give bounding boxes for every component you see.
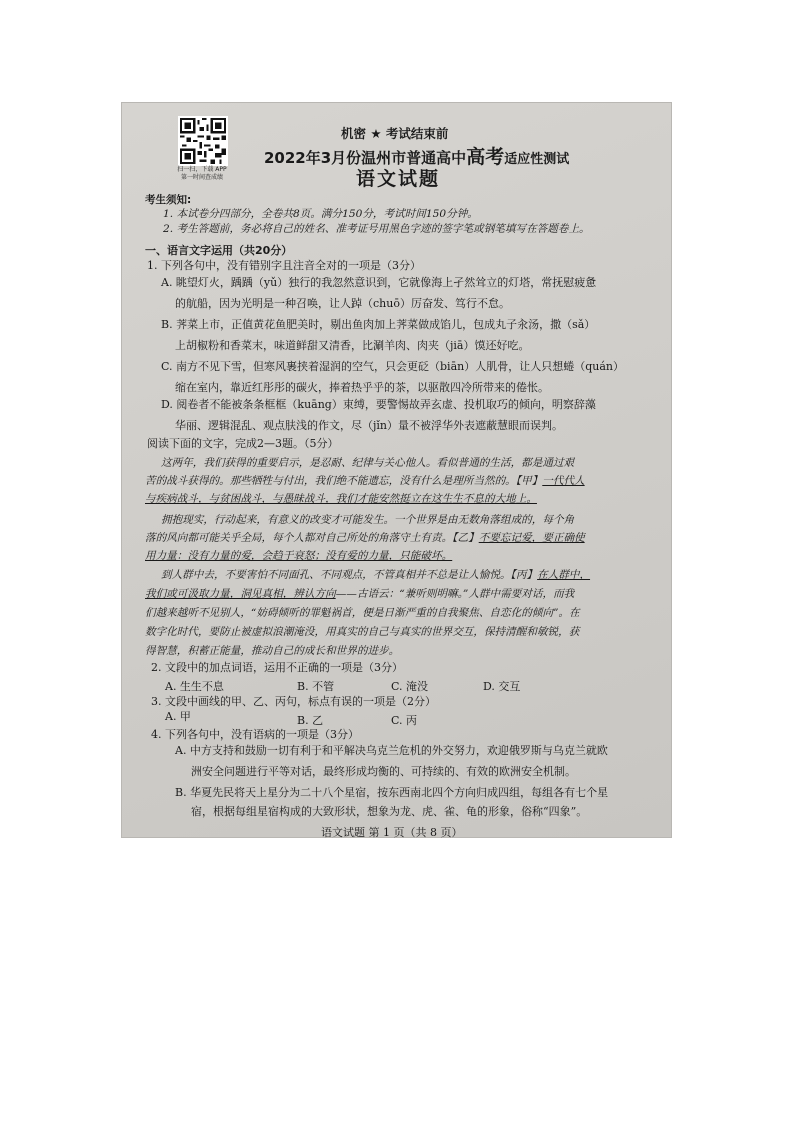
underlined-sentence-yi-cont: 用力量：没有力量的爱，会趋于衰怒；没有爱的力量，只能破坏。 <box>145 550 453 562</box>
passage-line: 这两年，我们获得的重要启示，是忍耐、纪律与关心他人。看似普通的生活，都是通过艰 <box>161 457 575 469</box>
option-4b: B. 华夏先民将天上星分为二十八个星宿，按东西南北四个方向归成四组，每组各有七个星 <box>175 786 609 799</box>
option-4b-cont: 宿，根据每组星宿构成的大致形状，想象为龙、虎、雀、龟的形象，俗称“四象”。 <box>191 805 588 818</box>
exam-paper-photo <box>121 102 672 838</box>
qr-caption-line: 扫一扫，下载 APP <box>177 166 227 173</box>
option-1c-cont: 缩在室内，靠近红彤彤的碳火，捧着热乎乎的茶，以驱散四冷所带来的倦怅。 <box>175 381 549 394</box>
option-1d-cont: 华丽、逻辑混乱、观点肤浅的作文，尽（jǐn）量不被浮华外表遮蔽慧眼而误判。 <box>175 419 564 432</box>
passage-line <box>145 531 585 545</box>
option-2b: B. 不管 <box>297 680 335 693</box>
option-4a-cont: 洲安全问题进行平等对话，最终形成均衡的、可持续的、有效的欧洲安全机制。 <box>191 765 576 778</box>
passage-text: 落的风向都可能关乎全局，每个人都对自己所处的角落守土有责。【乙】 <box>145 532 479 544</box>
question-1: 1. 下列各句中，没有错别字且注音全对的一项是（3分） <box>147 259 421 272</box>
question-2: 2. 文段中的加点词语，运用不正确的一项是（3分） <box>151 661 403 674</box>
qr-caption-line: 第一时间查成绩 <box>180 174 223 181</box>
underlined-sentence-bing-cont: 我们或可汲取力量，洞见真相，辨认方向 <box>145 588 336 600</box>
subject-title: 语文试题 <box>356 168 441 190</box>
underlined-sentence-bing: 在人群中， <box>537 569 591 581</box>
option-1a-cont: 的航船，因为光明是一种召唤，让人踔（chuō）厉奋发、笃行不怠。 <box>175 297 510 310</box>
exam-title-pre: 2022年3月份温州市普通高中 <box>264 149 467 167</box>
passage-text: 苦的战斗获得的。那些牺牲与付出，我们绝不能遗忘，没有什么是理所当然的。【甲】 <box>145 475 543 487</box>
confidential-label: 机密 ★ 考试结束前 <box>341 126 449 141</box>
qr-code <box>178 116 228 166</box>
notice-item: 2. 考生答题前，务必将自己的姓名、准考证号用黑色字迹的签字笔或钢笔填写在答题卷上。 <box>163 223 590 235</box>
option-3b: B. 乙 <box>297 714 324 727</box>
underlined-sentence-yi: 不要忘记爱，要正确使 <box>478 532 585 544</box>
passage-line <box>145 474 585 488</box>
page-footer: 语文试题 第 1 页（共 8 页） <box>321 826 463 838</box>
qr-caption <box>167 166 237 182</box>
option-2d: D. 交互 <box>483 680 521 693</box>
option-3a: A. 甲 <box>165 710 191 723</box>
option-1c: C. 南方不见下雪，但寒风裹挟着湿润的空气，只会更砭（biān）人肌骨，让人只想蜷（quán） <box>161 360 624 373</box>
passage-line: 得智慧，积蓄正能量，推动自己的成长和世界的进步。 <box>145 645 400 657</box>
passage-line: 数字化时代，要防止被虚拟浪潮淹没，用真实的自己与真实的世界交互，保持清醒和敏锐，获 <box>145 626 580 638</box>
option-1a: A. 眺望灯火，踽踽（yǔ）独行的我忽然意识到，它就像海上孑然耸立的灯塔，常抚慰疲惫 <box>161 276 597 289</box>
exam-title-big: 高考 <box>466 146 505 168</box>
notice-heading: 考生须知: <box>145 194 192 206</box>
reading-intro: 阅读下面的文字，完成2—3题。（5分） <box>147 437 339 450</box>
option-2c: C. 淹没 <box>391 680 429 693</box>
passage-line <box>145 587 574 601</box>
option-2a: A. 生生不息 <box>165 680 224 693</box>
passage-text: ——古语云：“兼听则明嘛。”人群中需要对话，而我 <box>335 588 575 600</box>
section-heading: 一、语言文字运用（共20分） <box>145 244 293 257</box>
option-1b-cont: 上胡椒粉和香菜末，味道鲜甜又清香，比涮羊肉、肉夹（jiā）馍还好吃。 <box>175 339 530 352</box>
passage-line: 拥抱现实，行动起来，有意义的改变才可能发生。一个世界是由无数角落组成的，每个角 <box>161 514 575 526</box>
option-4a: A. 中方支持和鼓励一切有利于和平解决乌克兰危机的外交努力，欢迎俄罗斯与乌克兰就欧 <box>175 744 608 757</box>
question-4: 4. 下列各句中，没有语病的一项是（3分） <box>151 728 359 741</box>
option-1b: B. 荠菜上市，正值黄花鱼肥美时，剔出鱼肉加上荠菜做成馅儿，包成丸子汆汤，撒（sǎ） <box>161 318 596 331</box>
notice-item: 1. 本试卷分四部分，全卷共8页。满分150分，考试时间150分钟。 <box>163 208 478 220</box>
option-1d: D. 阅卷者不能被条条框框（kuāng）束缚，要警惕故弄玄虚、投机取巧的倾向，明察辞藻 <box>161 398 596 411</box>
underlined-sentence-jia-cont: 与疾病战斗，与贫困战斗，与愚昧战斗，我们才能安然挺立在这生生不息的大地上。 <box>145 493 537 505</box>
passage-line: 们越来越听不见别人，“妨碍倾听的罪魁祸首，便是日渐严重的自我聚焦、自恋化的倾向”。在 <box>145 607 580 619</box>
question-3: 3. 文段中画线的甲、乙、丙句，标点有误的一项是（2分） <box>151 695 436 708</box>
passage-text: 到人群中去，不要害怕不同面孔、不同观点，不管真相并不总是让人愉悦。【丙】 <box>161 569 538 581</box>
underlined-sentence-jia: 一代代人 <box>542 475 585 487</box>
exam-title-post: 适应性测试 <box>504 152 570 167</box>
option-3c: C. 丙 <box>391 714 418 727</box>
passage-line <box>161 568 590 582</box>
